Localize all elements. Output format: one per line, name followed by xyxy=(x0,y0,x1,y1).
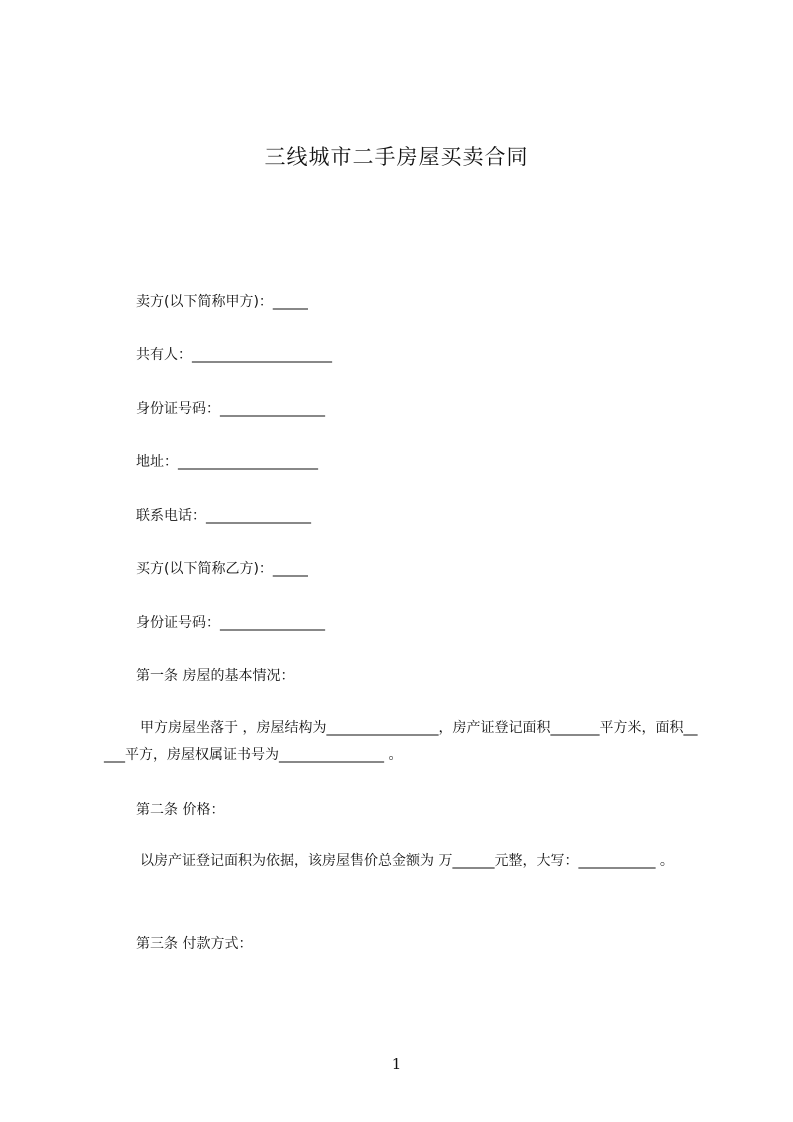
co-owner-line: 共有人：____________________ xyxy=(136,347,332,363)
article-3-heading: 第三条 付款方式： xyxy=(136,936,253,952)
seller-id-line: 身份证号码：_______________ xyxy=(136,401,325,417)
page-number: 1 xyxy=(391,1055,402,1073)
document-title: 三线城市二手房屋买卖合同 xyxy=(264,145,529,169)
article-2-heading: 第二条 价格： xyxy=(136,802,225,818)
address-line: 地址：____________________ xyxy=(136,454,318,470)
article-1-paragraph: 甲方房屋坐落于 ，房屋结构为________________，房产证登记面积_______平方米，面积_____平方，房屋权属证书号为_______________ 。 xyxy=(104,720,698,763)
buyer-id-line: 身份证号码：_______________ xyxy=(136,615,325,631)
phone-line: 联系电话：_______________ xyxy=(136,508,311,524)
buyer-line: 买方(以下简称乙方)：_____ xyxy=(136,561,308,577)
seller-line: 卖方(以下简称甲方)：_____ xyxy=(136,294,308,310)
article-2-paragraph: 以房产证登记面积为依据，该房屋售价总金额为 万______元整，大写：___________ 。 xyxy=(140,853,674,869)
article-1-heading: 第一条 房屋的基本情况： xyxy=(136,668,295,684)
